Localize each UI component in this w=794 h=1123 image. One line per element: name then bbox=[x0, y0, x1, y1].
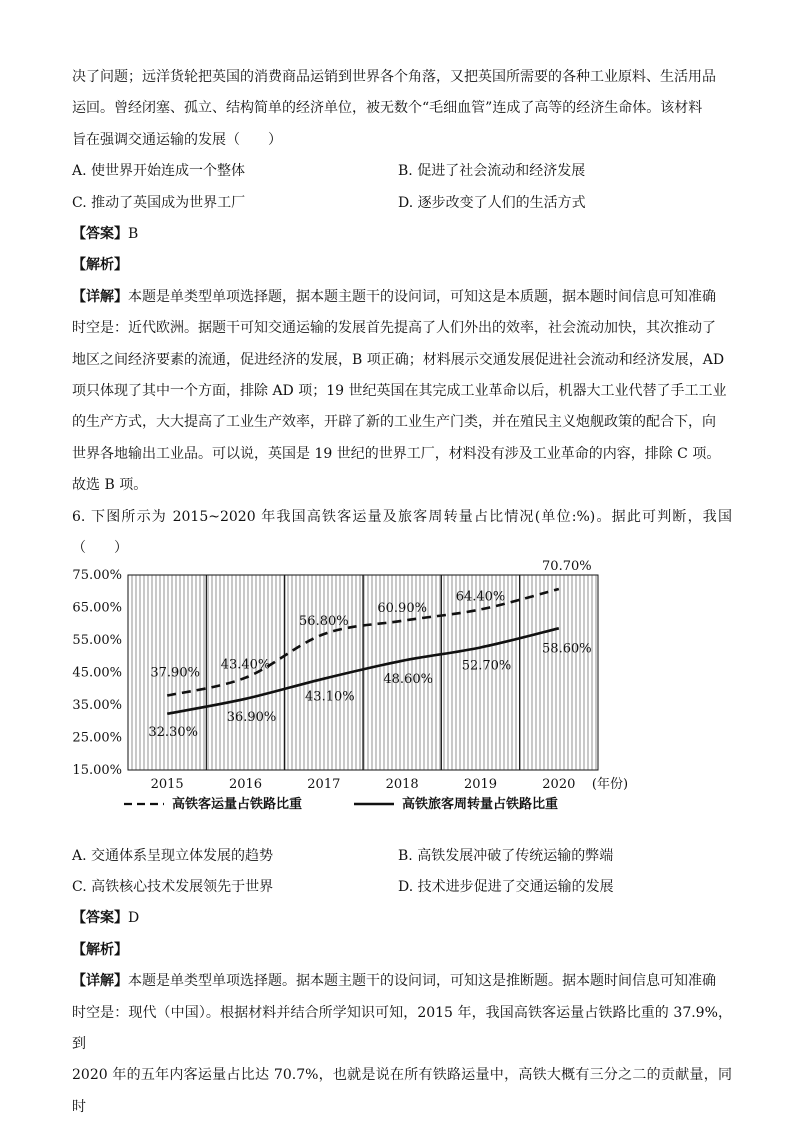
data-label-turnover-2016: 36.90% bbox=[226, 709, 277, 725]
q6-chart bbox=[68, 558, 732, 841]
q6-line-chart-svg bbox=[68, 558, 629, 841]
q6-options-row-2 bbox=[72, 872, 732, 903]
x-axis-unit-label: (年份) bbox=[591, 776, 629, 792]
y-tick-label: 35.00% bbox=[72, 697, 122, 713]
q6-detail-line-1 bbox=[72, 966, 732, 997]
data-label-passenger-2019: 64.40% bbox=[455, 588, 506, 604]
data-label-turnover-2017: 43.10% bbox=[305, 689, 355, 705]
q5-answer-tag: 【答案】 bbox=[72, 226, 128, 243]
x-tick-label-2019: 2019 bbox=[463, 776, 498, 792]
q5-detail-line-3: 地区之间经济要素的流通，促进经济的发展，B 项正确；材料展示交通发展促进社会流动和经济发展，AD bbox=[72, 351, 725, 368]
q5-detail-line-7: 故选 B 项。 bbox=[72, 477, 148, 494]
data-label-passenger-2015: 37.90% bbox=[150, 665, 200, 681]
q5-answer bbox=[72, 219, 732, 250]
exam-page bbox=[72, 62, 732, 1123]
x-tick-label-2020: 2020 bbox=[542, 776, 576, 792]
q5-detail-line-2: 时空是：近代欧洲。据题干可知交通运输的发展首先提高了人们外出的效率，社会流动加快，其次推动了 bbox=[72, 320, 716, 337]
q5-analysis-tag: 【解析】 bbox=[72, 257, 128, 274]
q5-detail-line-6: 世界各地输出工业品。可以说，英国是 19 世纪的世界工厂，材料没有涉及工业革命的内容，排除 C 项。 bbox=[72, 445, 721, 462]
q5-stem-line-1: 决了问题；远洋货轮把英国的消费商品运销到世界各个角落，又把英国所需要的各种工业原料、生活用品 bbox=[72, 69, 716, 85]
data-label-turnover-2018: 48.60% bbox=[383, 671, 433, 687]
data-label-passenger-2016: 43.40% bbox=[220, 657, 271, 673]
q6-analysis-tag: 【解析】 bbox=[72, 941, 128, 958]
legend-label-passenger: 高铁客运量占铁路比重 bbox=[172, 796, 303, 812]
q6-stem: 6. 下图所示为 2015~2020 年我国高铁客运量及旅客周转量占比情况(单位:%)。据此可判断，我国（ ） bbox=[72, 508, 732, 557]
q6-answer-value: D bbox=[128, 910, 140, 927]
data-label-turnover-2020: 58.60% bbox=[542, 640, 592, 656]
q5-option-c: C. 推动了英国成为世界工厂 bbox=[72, 194, 246, 211]
y-tick-label: 55.00% bbox=[72, 632, 122, 648]
q5-detail-text-1: 本题是单类型单项选择题，据本题主题干的设问词，可知这是本质题，据本题时间信息可知准确 bbox=[128, 288, 716, 305]
y-tick-label: 75.00% bbox=[72, 567, 122, 583]
q5-detail-line-1 bbox=[72, 282, 732, 313]
data-label-passenger-2017: 56.80% bbox=[299, 613, 349, 629]
q6-option-d: D. 技术进步促进了交通运输的发展 bbox=[398, 878, 614, 895]
q5-options-row-1 bbox=[72, 156, 732, 187]
q5-stem-line-3: 旨在强调交通运输的发展（ ） bbox=[72, 131, 282, 148]
x-tick-label-2016: 2016 bbox=[228, 776, 263, 792]
q5-detail-tag: 【详解】 bbox=[72, 288, 128, 305]
q6-detail-text-1: 本题是单类型单项选择题。据本题主题干的设问词，可知这是推断题。据本题时间信息可知准确 bbox=[128, 973, 716, 990]
x-tick-label-2017: 2017 bbox=[307, 776, 341, 792]
q5-stem-line-2: 运回。曾经闭塞、孤立、结构简单的经济单位，被无数个“毛细血管”连成了高等的经济生命体。该材料 bbox=[72, 100, 703, 117]
data-label-turnover-2015: 32.30% bbox=[148, 724, 198, 740]
q5-detail-line-4: 项只体现了其中一个方面，排除 AD 项；19 世纪英国在其完成工业革命以后，机器大工业代替了手工工业 bbox=[72, 383, 727, 400]
q6-detail-tag: 【详解】 bbox=[72, 973, 128, 990]
q5-option-a: A. 使世界开始连成一个整体 bbox=[72, 163, 246, 180]
q6-answer bbox=[72, 903, 732, 934]
y-tick-label: 45.00% bbox=[72, 665, 122, 680]
q5-options-row-2 bbox=[72, 188, 732, 219]
q5-option-d: D. 逐步改变了人们的生活方式 bbox=[398, 194, 586, 211]
q6-options-row-1 bbox=[72, 841, 732, 872]
x-tick-label-2015: 2015 bbox=[150, 776, 184, 792]
q6-detail-line-2: 时空是：现代（中国）。根据材料并结合所学知识可知，2015 年，我国高铁客运量占铁路比重的 37.9%，到 bbox=[72, 1004, 732, 1052]
q6-answer-tag: 【答案】 bbox=[72, 910, 128, 927]
data-label-passenger-2018: 60.90% bbox=[377, 600, 427, 616]
q5-detail-line-5: 的生产方式，大大提高了工业生产效率，开辟了新的工业生产门类，并在殖民主义炮舰政策的配合下，向 bbox=[72, 414, 716, 431]
q6-option-a: A. 交通体系呈现立体发展的趋势 bbox=[72, 847, 274, 864]
q5-option-b: B. 促进了社会流动和经济发展 bbox=[398, 163, 586, 180]
q6-detail-line-3: 2020 年的五年内客运量占比达 70.7%，也就是说在所有铁路运量中，高铁大概有三分之二的贡献量，同时 bbox=[72, 1067, 732, 1115]
q6-option-b: B. 高铁发展冲破了传统运输的弊端 bbox=[398, 847, 614, 864]
data-label-turnover-2019: 52.70% bbox=[461, 657, 512, 673]
q6-option-c: C. 高铁核心技术发展领先于世界 bbox=[72, 878, 274, 895]
y-tick-label: 65.00% bbox=[72, 600, 122, 615]
legend-label-turnover: 高铁旅客周转量占铁路比重 bbox=[402, 796, 559, 812]
y-tick-label: 25.00% bbox=[72, 730, 122, 745]
q5-answer-value: B bbox=[128, 226, 139, 243]
y-tick-label: 15.00% bbox=[72, 762, 122, 778]
x-tick-label-2018: 2018 bbox=[385, 776, 419, 792]
data-label-passenger-2020: 70.70% bbox=[542, 558, 592, 574]
